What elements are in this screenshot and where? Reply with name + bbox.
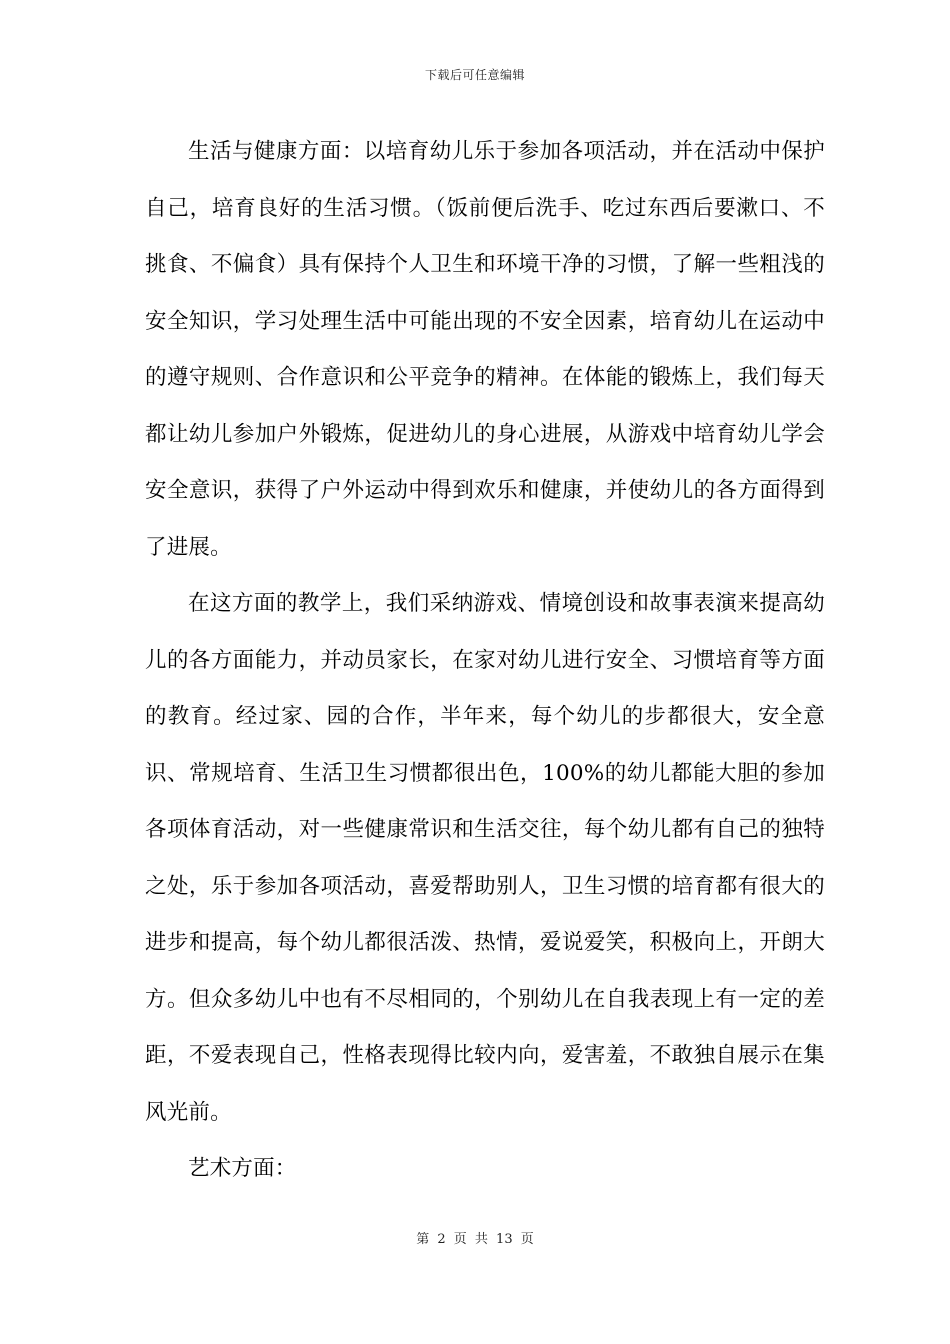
paragraph-art-heading: 艺术方面：	[188, 1156, 297, 1181]
page-header: 下载后可任意编辑	[424, 68, 525, 82]
paragraph-health: 生活与健康方面：以培育幼儿乐于参加各项活动，并在活动中保护自己，培育良好的生活习惯。（饭前便后洗手、吃过东西后要漱口、不挑食、不偏食）具有保持个人卫生和环境干净的习惯，了解一些粗浅的安全知识，学习处理生活中可能出现的不安全因素，培育幼儿在运动中的遵守规则、合作意识和公平竞争的精神。在体能的锻炼上，我们每天都让幼儿参加户外锻炼，促进幼儿的身心进展，从游戏中培育幼儿学会安全意识，获得了户外运动中得到欢乐和健康，并使幼儿的各方面得到了进展。	[145, 139, 825, 560]
paragraph-teaching: 在这方面的教学上，我们采纳游戏、情境创设和故事表演来提高幼儿的各方面能力，并动员家长，在家对幼儿进行安全、习惯培育等方面的教育。经过家、园的合作，半年来，每个幼儿的步都很大，安全意识、常规培育、生活卫生习惯都很出色，100%的幼儿都能大胆的参加各项体育活动，对一些健康常识和生活交往，每个幼儿都有自己的独特之处，乐于参加各项活动，喜爱帮助别人，卫生习惯的培育都有很大的进步和提高，每个幼儿都很活泼、热情，爱说爱笑，积极向上，开朗大方。但众多幼儿中也有不尽相同的，个别幼儿在自我表现上有一定的差距，不爱表现自己，性格表现得比较内向，爱害羞，不敢独自展示在集风光前。	[145, 591, 825, 1125]
document-body	[145, 124, 825, 1198]
page-number-footer: 第 2 页 共 13 页	[416, 1232, 534, 1247]
